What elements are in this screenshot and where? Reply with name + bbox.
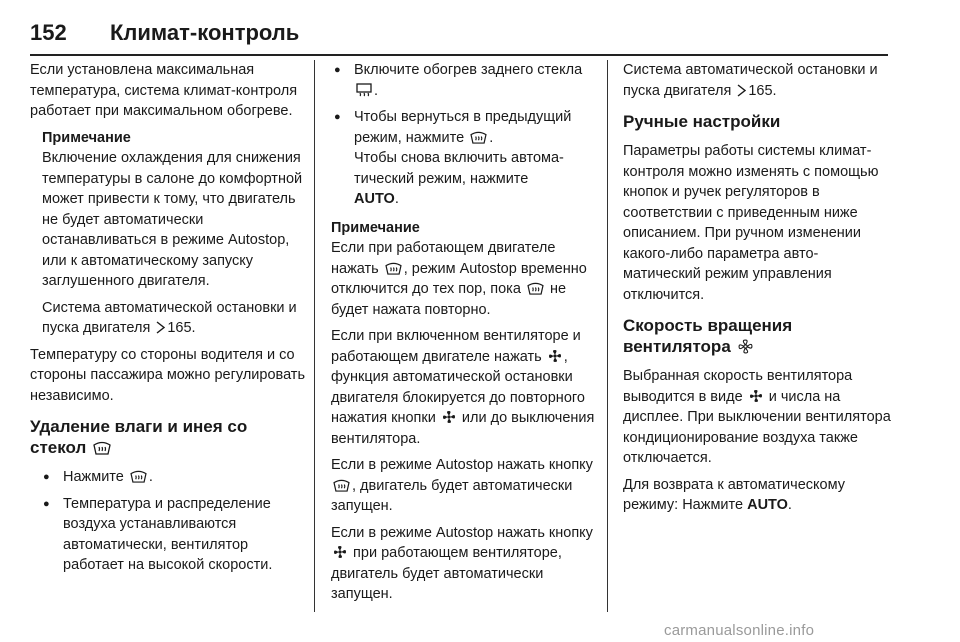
note-title: Примечание [42,129,131,146]
note-title: Примечание [331,219,420,236]
rear-window-defrost-icon [356,83,372,97]
auto-label: AUTO [354,191,395,207]
column-divider [607,60,608,612]
paragraph: Температуру со стороны водителя и со стороны пассажира можно регулировать независимо. [30,346,306,404]
page-title: Климат-контроль [110,20,300,45]
windshield-defrost-icon [93,440,111,455]
list-item: ● Включите обогрев заднего стекла . [331,60,599,101]
list-item: ● Температура и распределение воздуха устанавливаются автоматически, вентилятор работает на высокой скорости. [40,494,305,576]
column-divider [314,60,315,612]
list-item: ● Чтобы вернуться в предыдущий режим, нажмите . Чтобы снова включить автоматический режим, нажмите AUTO. [331,107,599,210]
note-block [42,128,305,339]
page-reference-arrow-icon [156,321,165,334]
page-reference: 165. [167,320,196,336]
paragraph: Если установлена максимальная температура, система климат-контроля работает при максимальном обогреве. [30,62,298,119]
note-text: Включение охлаждения для снижения температуры в салоне до комфортной может привести к тому, что двигатель не будет автоматически останавливаться в режиме Autostop, или к автоматическому запуску заглушенного двигателя. [42,150,303,289]
windshield-defrost-icon [527,281,544,295]
fan-speed-icon [749,389,763,403]
fan-icon [738,339,753,354]
paragraph: Параметры работы системы климат-контроля можно изменять с помощью кнопок и ручек регуляторов в соответствии с приведенным ниже описанием. При ручном изменении какого-либо параметра автоматический режим управления отключится. [623,143,879,303]
page-reference: 165. [748,82,777,99]
fan-icon [548,349,562,363]
column-1 [30,60,305,582]
windshield-defrost-icon [385,261,402,275]
note-text: Система автоматической остановки и пуска двигателя [42,299,297,336]
watermark: carmanualsonline.info [664,622,815,639]
page-reference-arrow-icon [737,84,746,97]
section-heading: Скорость вращения вентилятора [623,316,793,356]
auto-label: AUTO [747,497,788,513]
column-3: Система автоматической остановки и пуска двигателя 165. Ручные настройки Параметры работы системы климат-контроля можно изменять с помощью кнопок и ручек регуляторов в соответствии с приведенным ниже описанием. При ручном изменении какого-либо параметра автоматический режим управления отключится. Скорость вращения вентилятора Выбранная скорость вентилятора выводится в виде и числа на дисплее. При выключении вентилятора кондиционирование воздуха также отключается. Для возврата к автоматическому режиму: Нажмите AUTO. [623,62,891,513]
header-rule [30,54,888,56]
page-number: 152 [30,20,67,45]
section-heading: Удаление влаги и инея со стекол [30,417,248,457]
windshield-defrost-icon [130,469,147,483]
windshield-defrost-icon [333,478,350,492]
list-item: ● Нажмите . [40,467,305,488]
page-header [30,20,299,54]
windshield-defrost-icon [470,130,487,144]
fan-icon [333,545,347,559]
section-heading: Ручные настройки [623,112,781,131]
fan-icon [442,410,456,424]
column-2: ● Включите обогрев заднего стекла . ● Чтобы вернуться в предыдущий режим, нажмите . Чтобы снова включить автоматический режим, нажмите AUTO. Примечание Если при работающем двигателе нажать , режим Autostop временно отключится до тех пор, пока не будет нажата повторно. Если при включенном вентиляторе и работающем двигателе нажать , функция автоматической остановки двигателя блокируется до повторного нажатия кнопки или до выключения вентилятора. Если в режиме Autostop нажать кнопку , двигатель будет автоматически запущен. Если в режиме Autostop нажать кнопку при работающем вентиляторе, двигатель будет автоматически запущен. [331,60,599,611]
